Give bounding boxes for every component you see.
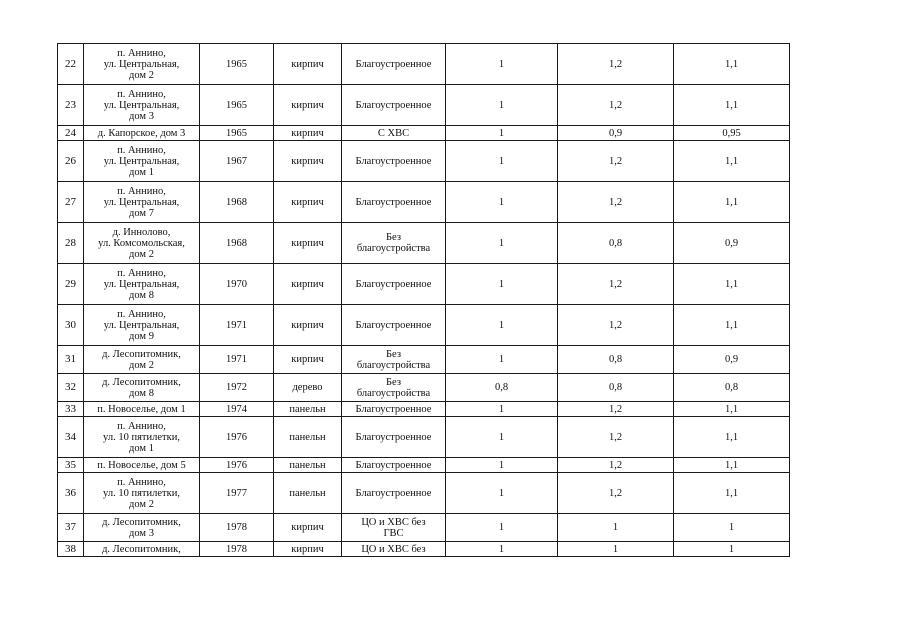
cell-material: панельн — [274, 417, 342, 458]
cell-year: 1968 — [200, 223, 274, 264]
cell-coefficient-2: 1,2 — [558, 458, 674, 473]
cell-row-number: 37 — [58, 514, 84, 542]
cell-coefficient-3: 0,9 — [674, 223, 790, 264]
table-row — [58, 141, 790, 182]
cell-row-number: 34 — [58, 417, 84, 458]
cell-coefficient-1: 1 — [446, 402, 558, 417]
cell-coefficient-1: 1 — [446, 126, 558, 141]
cell-year: 1978 — [200, 542, 274, 557]
cell-coefficient-1: 0,8 — [446, 374, 558, 402]
cell-improvement-type: Благоустроенное — [342, 473, 446, 514]
cell-improvement-type: Благоустроенное — [342, 402, 446, 417]
cell-year: 1974 — [200, 402, 274, 417]
cell-row-number: 33 — [58, 402, 84, 417]
cell-improvement-type: Благоустроенное — [342, 305, 446, 346]
cell-improvement-type: Без благоустройства — [342, 223, 446, 264]
cell-coefficient-1: 1 — [446, 346, 558, 374]
cell-coefficient-3: 1,1 — [674, 141, 790, 182]
cell-material: кирпич — [274, 223, 342, 264]
cell-address: д. Лесопитомник, — [84, 542, 200, 557]
cell-row-number: 32 — [58, 374, 84, 402]
table-row — [58, 305, 790, 346]
cell-year: 1976 — [200, 417, 274, 458]
cell-year: 1978 — [200, 514, 274, 542]
cell-coefficient-3: 1 — [674, 542, 790, 557]
cell-year: 1970 — [200, 264, 274, 305]
cell-coefficient-2: 0,8 — [558, 374, 674, 402]
cell-row-number: 36 — [58, 473, 84, 514]
cell-year: 1965 — [200, 44, 274, 85]
cell-coefficient-3: 1,1 — [674, 182, 790, 223]
table-row — [58, 417, 790, 458]
cell-coefficient-1: 1 — [446, 542, 558, 557]
cell-material: кирпич — [274, 141, 342, 182]
cell-material: панельн — [274, 402, 342, 417]
cell-coefficient-2: 1,2 — [558, 417, 674, 458]
table-row — [58, 374, 790, 402]
cell-coefficient-3: 0,8 — [674, 374, 790, 402]
cell-improvement-type: Без благоустройства — [342, 346, 446, 374]
cell-improvement-type: Благоустроенное — [342, 182, 446, 223]
cell-row-number: 29 — [58, 264, 84, 305]
table-row — [58, 346, 790, 374]
cell-coefficient-2: 1,2 — [558, 305, 674, 346]
cell-improvement-type: ЦО и ХВС без ГВС — [342, 514, 446, 542]
cell-address: п. Аннино, ул. Центральная, дом 1 — [84, 141, 200, 182]
cell-row-number: 27 — [58, 182, 84, 223]
cell-row-number: 38 — [58, 542, 84, 557]
cell-year: 1977 — [200, 473, 274, 514]
cell-row-number: 24 — [58, 126, 84, 141]
cell-row-number: 23 — [58, 85, 84, 126]
cell-address: д. Лесопитомник, дом 8 — [84, 374, 200, 402]
cell-improvement-type: Благоустроенное — [342, 85, 446, 126]
cell-coefficient-3: 0,95 — [674, 126, 790, 141]
cell-coefficient-3: 1,1 — [674, 44, 790, 85]
cell-coefficient-3: 1,1 — [674, 85, 790, 126]
cell-improvement-type: Благоустроенное — [342, 141, 446, 182]
cell-address: п. Новоселье, дом 1 — [84, 402, 200, 417]
table-row — [58, 473, 790, 514]
cell-address: д. Лесопитомник, дом 2 — [84, 346, 200, 374]
cell-improvement-type: Благоустроенное — [342, 44, 446, 85]
cell-row-number: 26 — [58, 141, 84, 182]
cell-material: кирпич — [274, 305, 342, 346]
cell-address: п. Аннино, ул. Центральная, дом 7 — [84, 182, 200, 223]
cell-year: 1971 — [200, 305, 274, 346]
table-row — [58, 44, 790, 85]
cell-material: кирпич — [274, 346, 342, 374]
cell-material: кирпич — [274, 126, 342, 141]
cell-address: п. Аннино, ул. Центральная, дом 8 — [84, 264, 200, 305]
cell-coefficient-1: 1 — [446, 458, 558, 473]
cell-material: кирпич — [274, 514, 342, 542]
cell-row-number: 28 — [58, 223, 84, 264]
cell-coefficient-3: 1,1 — [674, 264, 790, 305]
cell-address: п. Аннино, ул. 10 пятилетки, дом 2 — [84, 473, 200, 514]
table-row — [58, 542, 790, 557]
cell-row-number: 30 — [58, 305, 84, 346]
table-row — [58, 264, 790, 305]
cell-coefficient-2: 0,8 — [558, 346, 674, 374]
cell-year: 1968 — [200, 182, 274, 223]
cell-year: 1971 — [200, 346, 274, 374]
cell-material: панельн — [274, 458, 342, 473]
cell-coefficient-3: 1,1 — [674, 417, 790, 458]
cell-coefficient-2: 1,2 — [558, 402, 674, 417]
cell-coefficient-2: 1,2 — [558, 182, 674, 223]
cell-coefficient-1: 1 — [446, 417, 558, 458]
cell-coefficient-1: 1 — [446, 141, 558, 182]
table-row — [58, 126, 790, 141]
cell-address: п. Аннино, ул. Центральная, дом 9 — [84, 305, 200, 346]
cell-coefficient-2: 1 — [558, 514, 674, 542]
table-row — [58, 458, 790, 473]
cell-address: п. Аннино, ул. 10 пятилетки, дом 1 — [84, 417, 200, 458]
cell-coefficient-3: 1 — [674, 514, 790, 542]
table-row — [58, 402, 790, 417]
cell-coefficient-3: 1,1 — [674, 473, 790, 514]
cell-coefficient-1: 1 — [446, 514, 558, 542]
cell-year: 1965 — [200, 126, 274, 141]
cell-coefficient-1: 1 — [446, 264, 558, 305]
cell-coefficient-2: 0,9 — [558, 126, 674, 141]
cell-material: кирпич — [274, 182, 342, 223]
cell-coefficient-3: 1,1 — [674, 458, 790, 473]
cell-row-number: 22 — [58, 44, 84, 85]
cell-improvement-type: Благоустроенное — [342, 417, 446, 458]
cell-address: п. Аннино, ул. Центральная, дом 2 — [84, 44, 200, 85]
cell-row-number: 31 — [58, 346, 84, 374]
table-row — [58, 85, 790, 126]
cell-material: кирпич — [274, 44, 342, 85]
cell-coefficient-1: 1 — [446, 223, 558, 264]
cell-improvement-type: Благоустроенное — [342, 458, 446, 473]
table-row — [58, 223, 790, 264]
cell-coefficient-1: 1 — [446, 44, 558, 85]
cell-year: 1976 — [200, 458, 274, 473]
cell-coefficient-2: 0,8 — [558, 223, 674, 264]
cell-coefficient-1: 1 — [446, 85, 558, 126]
cell-coefficient-1: 1 — [446, 473, 558, 514]
cell-address: п. Аннино, ул. Центральная, дом 3 — [84, 85, 200, 126]
cell-year: 1967 — [200, 141, 274, 182]
table-row — [58, 514, 790, 542]
cell-coefficient-2: 1,2 — [558, 264, 674, 305]
cell-material: панельн — [274, 473, 342, 514]
cell-coefficient-3: 1,1 — [674, 305, 790, 346]
cell-material: кирпич — [274, 264, 342, 305]
cell-material: кирпич — [274, 85, 342, 126]
table-row — [58, 182, 790, 223]
cell-coefficient-2: 1,2 — [558, 85, 674, 126]
cell-year: 1972 — [200, 374, 274, 402]
housing-coefficients-table — [57, 43, 790, 557]
cell-address: д. Капорское, дом 3 — [84, 126, 200, 141]
cell-improvement-type: ЦО и ХВС без — [342, 542, 446, 557]
cell-address: д. Лесопитомник, дом 3 — [84, 514, 200, 542]
cell-coefficient-2: 1,2 — [558, 473, 674, 514]
cell-improvement-type: Без благоустройства — [342, 374, 446, 402]
cell-coefficient-3: 0,9 — [674, 346, 790, 374]
cell-improvement-type: Благоустроенное — [342, 264, 446, 305]
cell-coefficient-2: 1 — [558, 542, 674, 557]
cell-material: кирпич — [274, 542, 342, 557]
cell-row-number: 35 — [58, 458, 84, 473]
cell-coefficient-2: 1,2 — [558, 141, 674, 182]
cell-coefficient-2: 1,2 — [558, 44, 674, 85]
cell-address: д. Иннолово, ул. Комсомольская, дом 2 — [84, 223, 200, 264]
cell-coefficient-1: 1 — [446, 182, 558, 223]
cell-address: п. Новоселье, дом 5 — [84, 458, 200, 473]
cell-coefficient-1: 1 — [446, 305, 558, 346]
table-body — [58, 44, 790, 557]
cell-material: дерево — [274, 374, 342, 402]
cell-year: 1965 — [200, 85, 274, 126]
cell-improvement-type: С ХВС — [342, 126, 446, 141]
cell-coefficient-3: 1,1 — [674, 402, 790, 417]
